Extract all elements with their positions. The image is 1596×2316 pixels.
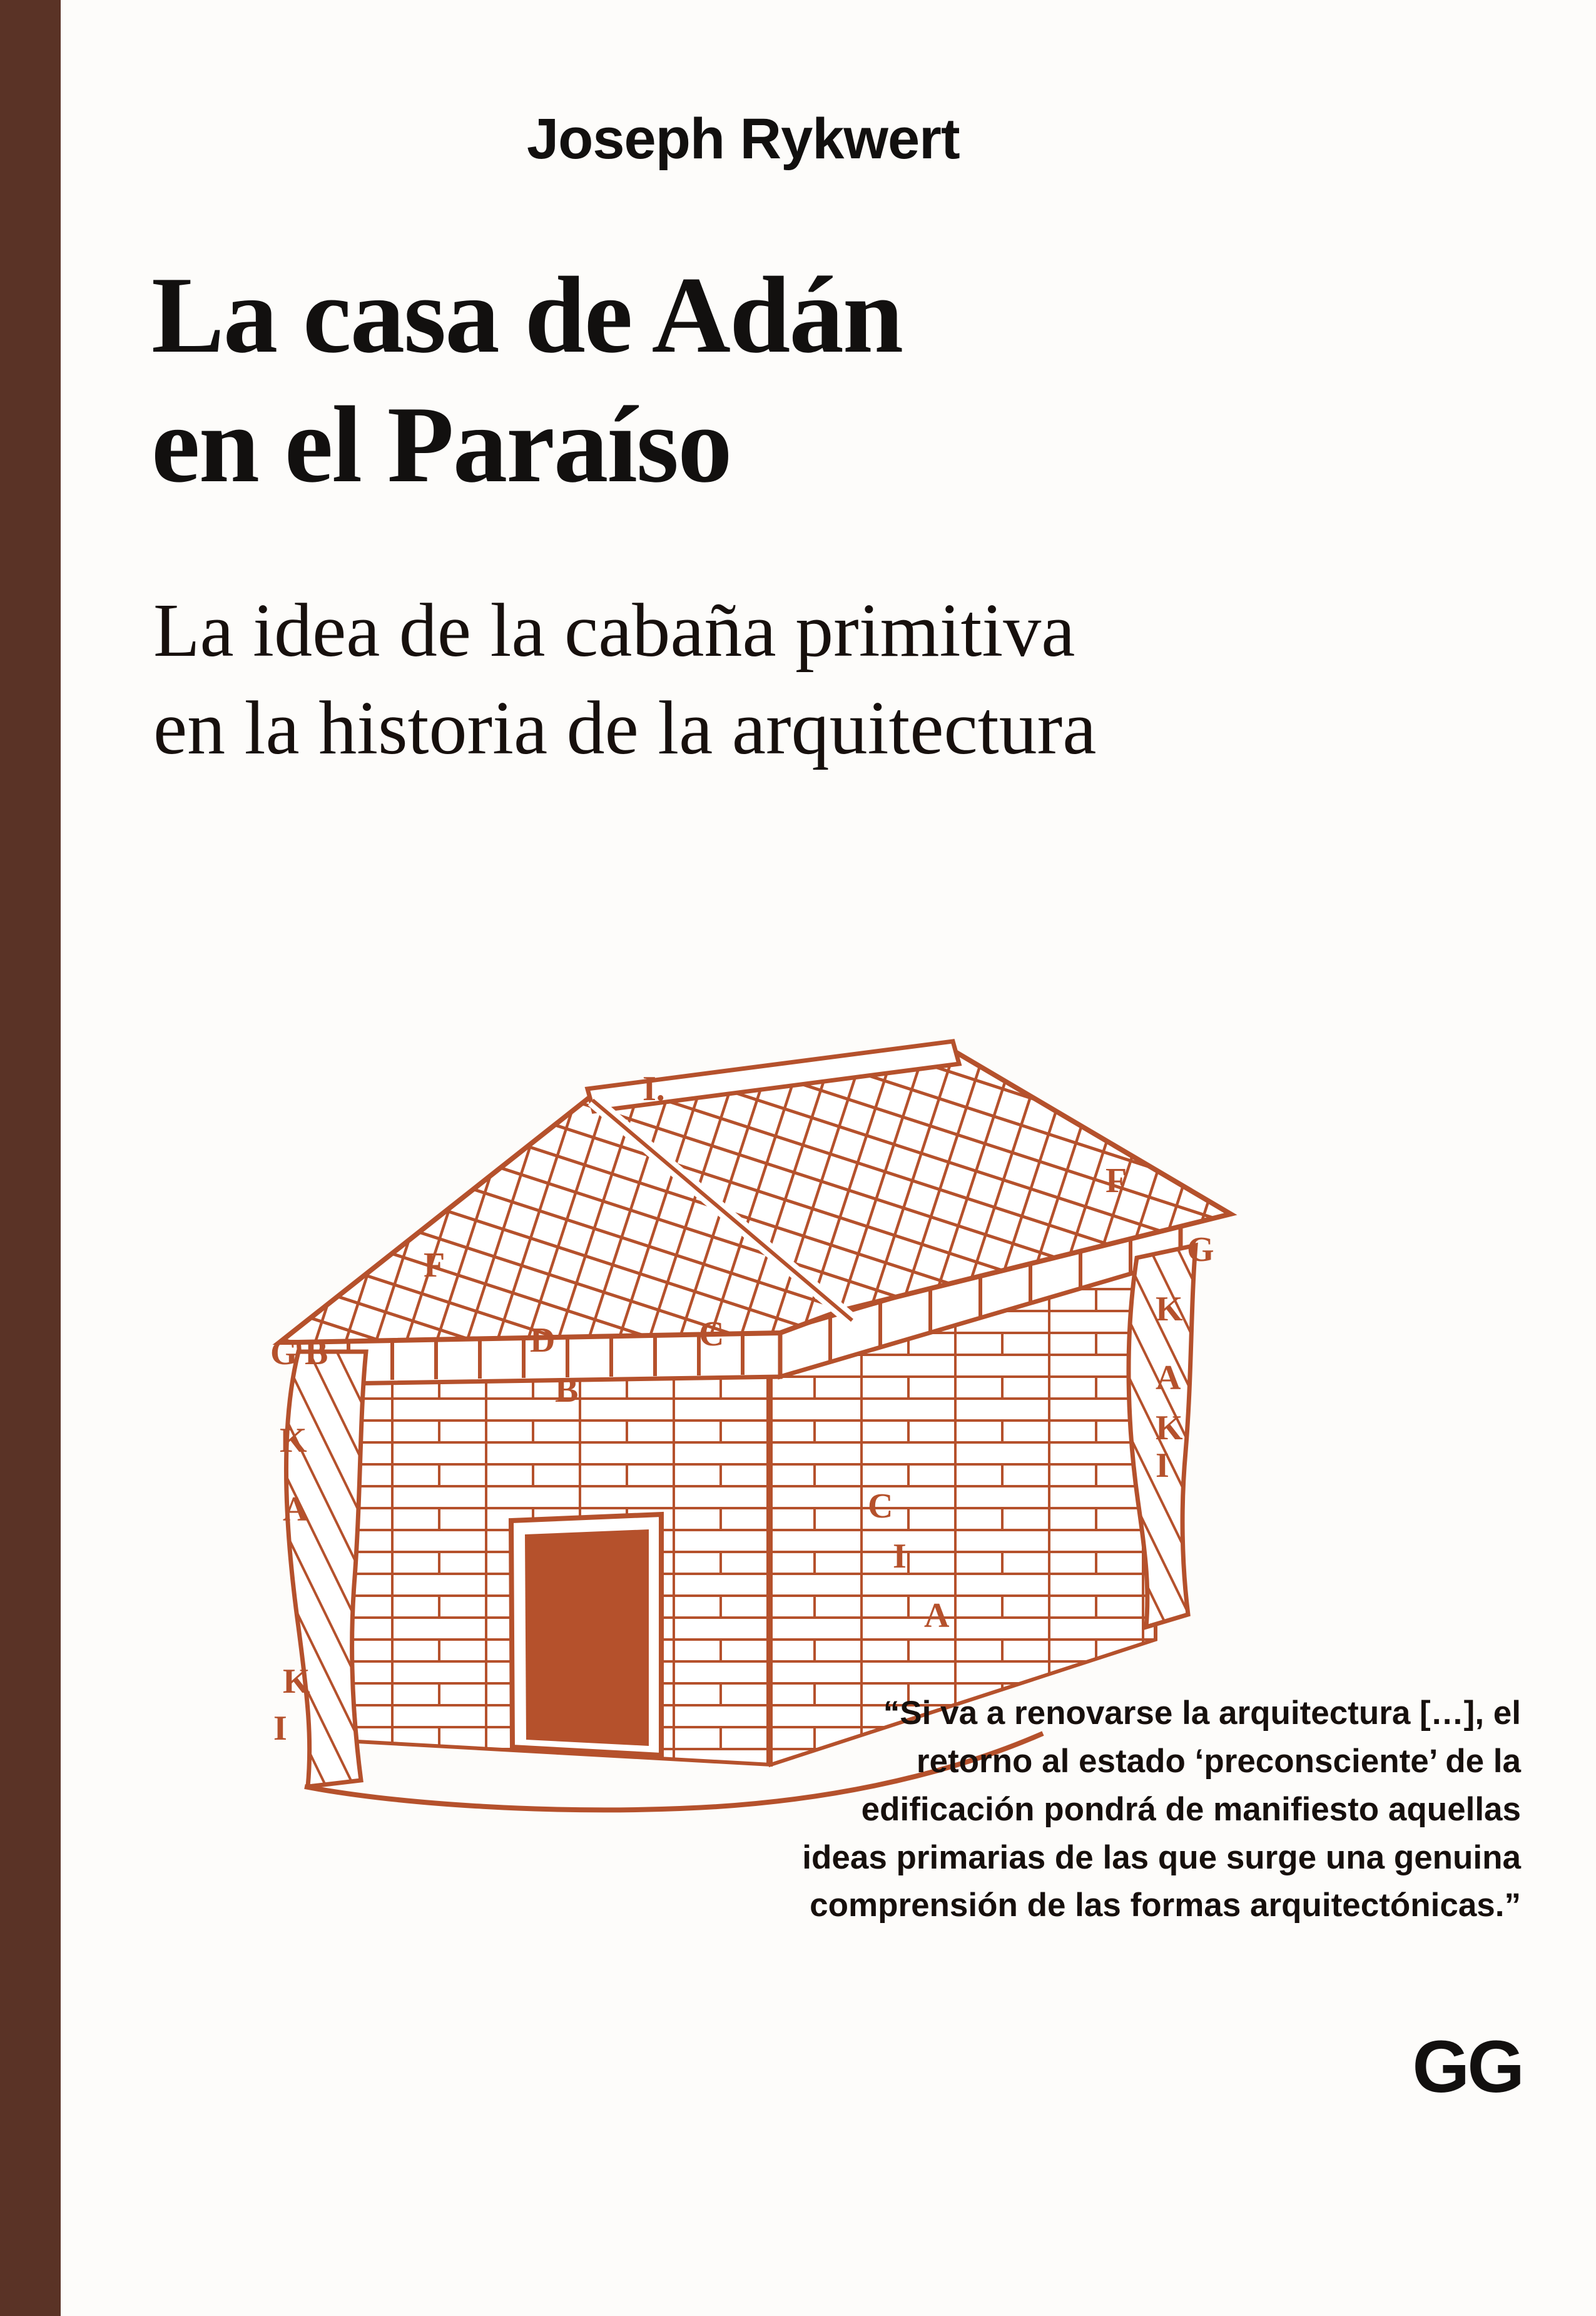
svg-text:I.: I. bbox=[643, 1069, 665, 1108]
title-line-2: en el Paraíso bbox=[151, 383, 731, 505]
svg-text:A: A bbox=[283, 1490, 308, 1529]
subtitle-line-2: en la historia de la arquitectura bbox=[153, 686, 1097, 771]
svg-text:I: I bbox=[273, 1709, 287, 1748]
cover-content bbox=[61, 0, 1596, 2316]
svg-text:A: A bbox=[1156, 1359, 1181, 1397]
page-title bbox=[151, 250, 1528, 509]
cover-quote: “Si va a renovarse la arquitectura […], el retorno al estado ‘preconsciente’ de la edificación pondrá de manifiesto aquellas ideas primarias de las que surge una genuina comprensión de las formas arquitectónicas.” bbox=[802, 1695, 1521, 1924]
svg-text:D: D bbox=[530, 1321, 556, 1360]
svg-text:F: F bbox=[424, 1246, 445, 1285]
svg-text:B: B bbox=[305, 1334, 328, 1372]
spine-band bbox=[0, 0, 61, 2316]
svg-text:K: K bbox=[283, 1662, 310, 1701]
svg-text:K: K bbox=[1156, 1409, 1183, 1447]
subtitle-line-1: La idea de la cabaña primitiva bbox=[153, 588, 1075, 673]
svg-text:K: K bbox=[1156, 1290, 1183, 1329]
svg-text:I: I bbox=[1156, 1446, 1169, 1485]
svg-text:F: F bbox=[1106, 1161, 1127, 1200]
svg-text:B: B bbox=[555, 1371, 579, 1410]
svg-text:I: I bbox=[893, 1537, 907, 1576]
svg-text:C: C bbox=[699, 1315, 724, 1354]
publisher-logo: GG bbox=[1412, 2026, 1522, 2108]
title-line-1: La casa de Adán bbox=[151, 254, 903, 375]
svg-text:K: K bbox=[280, 1421, 307, 1460]
author-name: Joseph Rykwert bbox=[527, 107, 960, 171]
svg-text:A: A bbox=[924, 1596, 950, 1635]
book-subtitle bbox=[153, 582, 1561, 777]
svg-text:C: C bbox=[868, 1487, 893, 1526]
svg-text:G: G bbox=[1187, 1230, 1214, 1269]
svg-text:G: G bbox=[270, 1334, 298, 1372]
